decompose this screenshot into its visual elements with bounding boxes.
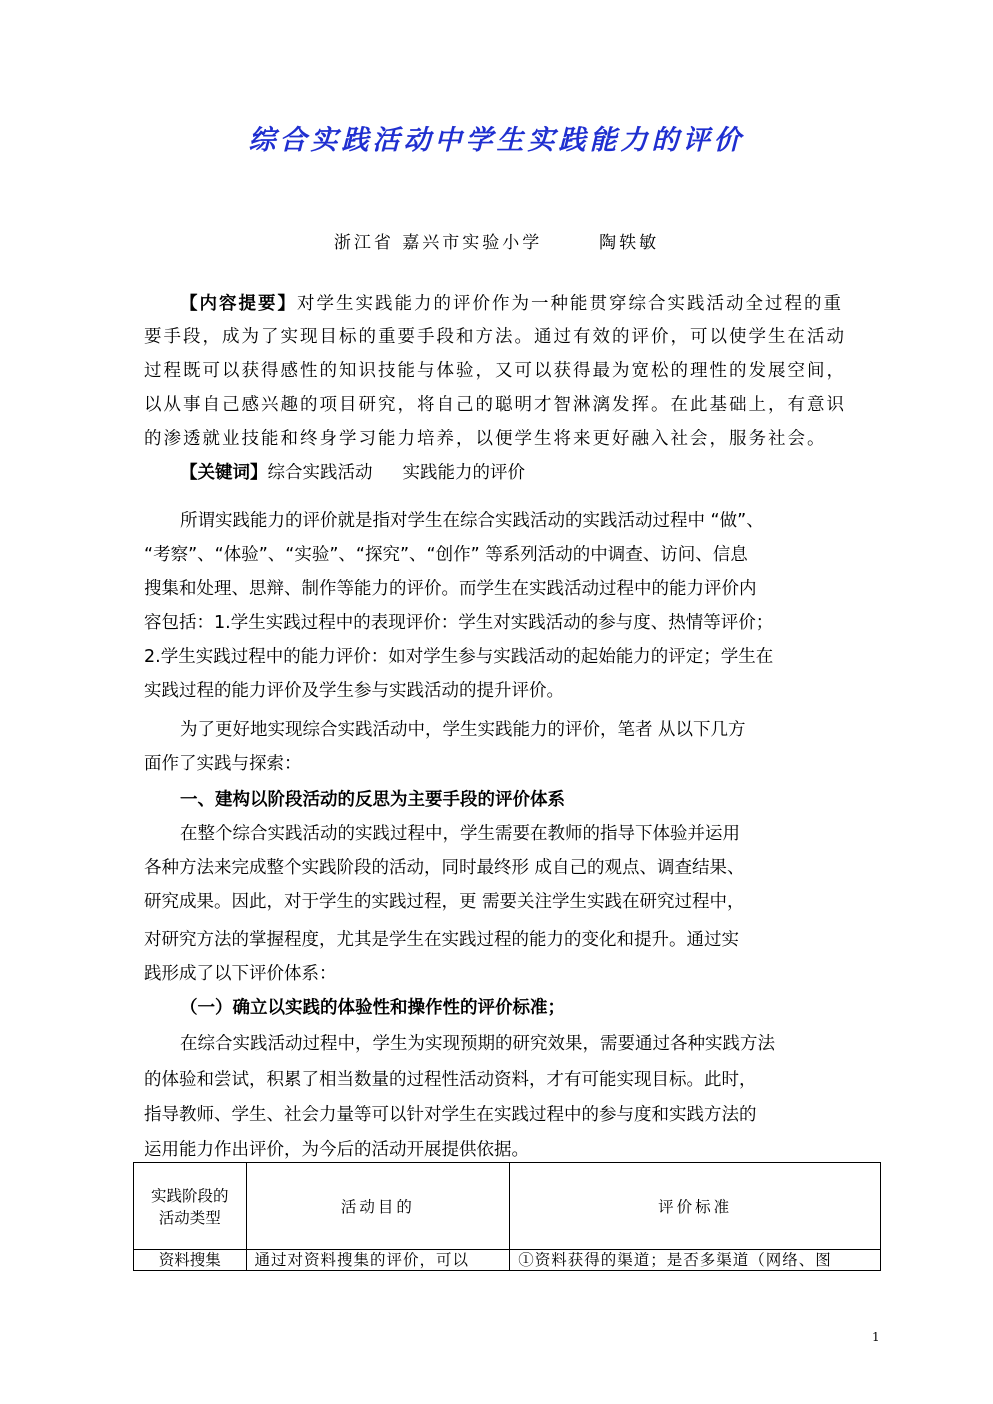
cell-purpose: 通过对资料搜集的评价，可以 bbox=[246, 1250, 510, 1271]
section-heading: 一、建构以阶段活动的反思为主要手段的评价体系 bbox=[180, 790, 565, 810]
body-line: 所谓实践能力的评价就是指对学生在综合实践活动的实践活动过程中 “做”、 bbox=[180, 511, 764, 531]
body-line: 在整个综合实践活动的实践过程中，学生需要在教师的指导下体验并运用 bbox=[180, 824, 740, 844]
abstract-line bbox=[180, 292, 843, 316]
body-line: 实践过程的能力评价及学生参与实践活动的提升评价。 bbox=[144, 681, 564, 701]
keyword-2: 实践能力的评价 bbox=[402, 463, 525, 483]
body-line: 搜集和处理、思辩、制作等能力的评价。而学生在实践活动过程中的能力评价内 bbox=[144, 579, 757, 599]
author-school: 嘉兴市实验小学 bbox=[402, 233, 543, 253]
body-line: 指导教师、学生、社会力量等可以针对学生在实践过程中的参与度和实践方法的 bbox=[144, 1105, 757, 1125]
abstract-line: 以从事自己感兴趣的项目研究，将自己的聪明才智淋漓发挥。在此基础上，有意识 bbox=[144, 395, 846, 415]
body-line: 容包括：1.学生实践过程中的表现评价：学生对实践活动的参与度、热情等评价； bbox=[144, 613, 774, 633]
author-name: 陶轶敏 bbox=[599, 233, 660, 253]
page-number: 1 bbox=[872, 1330, 880, 1344]
body-line: “考察”、“体验”、“实验”、“探究”、“创作” 等系列活动的中调查、访问、信息 bbox=[144, 545, 748, 565]
abstract-line: 过程既可以获得感性的知识技能与体验，又可以获得最为宽松的理性的发展空间， bbox=[144, 361, 846, 381]
body-line: 运用能力作出评价，为今后的活动开展提供依据。 bbox=[144, 1140, 529, 1160]
author-province: 浙江省 bbox=[333, 233, 394, 253]
header-activity-type-line1: 实践阶段的 bbox=[151, 1187, 229, 1205]
table-header-row bbox=[134, 1163, 881, 1250]
header-purpose: 活动目的 bbox=[246, 1163, 510, 1250]
body-line: 在综合实践活动过程中，学生为实现预期的研究效果，需要通过各种实践方法 bbox=[180, 1034, 775, 1054]
keywords-label: 【关键词】 bbox=[180, 463, 268, 483]
body-line: 研究成果。因此，对于学生的实践过程，更 需要关注学生实践在研究过程中， bbox=[144, 892, 745, 912]
header-criteria: 评价标准 bbox=[510, 1163, 881, 1250]
header-activity-type bbox=[134, 1163, 247, 1250]
page-title: 综合实践活动中学生实践能力的评价 bbox=[248, 125, 745, 156]
abstract-label: 【内容提要】 bbox=[180, 294, 297, 314]
body-line: 的体验和尝试，积累了相当数量的过程性活动资料，才有可能实现目标。此时， bbox=[144, 1070, 757, 1090]
keyword-1: 综合实践活动 bbox=[267, 463, 373, 483]
cell-activity-type: 资料搜集 bbox=[134, 1250, 247, 1271]
abstract-line: 要手段，成为了实现目标的重要手段和方法。通过有效的评价，可以使学生在活动 bbox=[144, 327, 846, 347]
author-line bbox=[0, 228, 993, 253]
abstract-text: 对学生实践能力的评价作为一种能贯穿综合实践活动全过程的重 bbox=[297, 294, 843, 314]
body-line: 对研究方法的掌握程度，尤其是学生在实践过程的能力的变化和提升。通过实 bbox=[144, 930, 739, 950]
table-row bbox=[134, 1250, 881, 1271]
body-line: 为了更好地实现综合实践活动中，学生实践能力的评价，笔者 从以下几方 bbox=[180, 720, 746, 740]
body-line: 2.学生实践过程中的能力评价：如对学生参与实践活动的起始能力的评定；学生在 bbox=[144, 647, 774, 667]
body-line: 面作了实践与探索： bbox=[144, 754, 302, 774]
keywords-line bbox=[180, 461, 525, 485]
evaluation-table bbox=[133, 1162, 881, 1271]
header-activity-type-line2: 活动类型 bbox=[158, 1209, 221, 1227]
abstract-line: 的渗透就业技能和终身学习能力培养，以便学生将来更好融入社会，服务社会。 bbox=[144, 429, 827, 449]
body-line: 践形成了以下评价体系： bbox=[144, 964, 337, 984]
subsection-heading: （一）确立以实践的体验性和操作性的评价标准； bbox=[180, 998, 565, 1018]
cell-criteria: ①资料获得的渠道；是否多渠道（网络、图 bbox=[510, 1250, 881, 1271]
body-line: 各种方法来完成整个实践阶段的活动，同时最终形 成自己的观点、调查结果、 bbox=[144, 858, 745, 878]
